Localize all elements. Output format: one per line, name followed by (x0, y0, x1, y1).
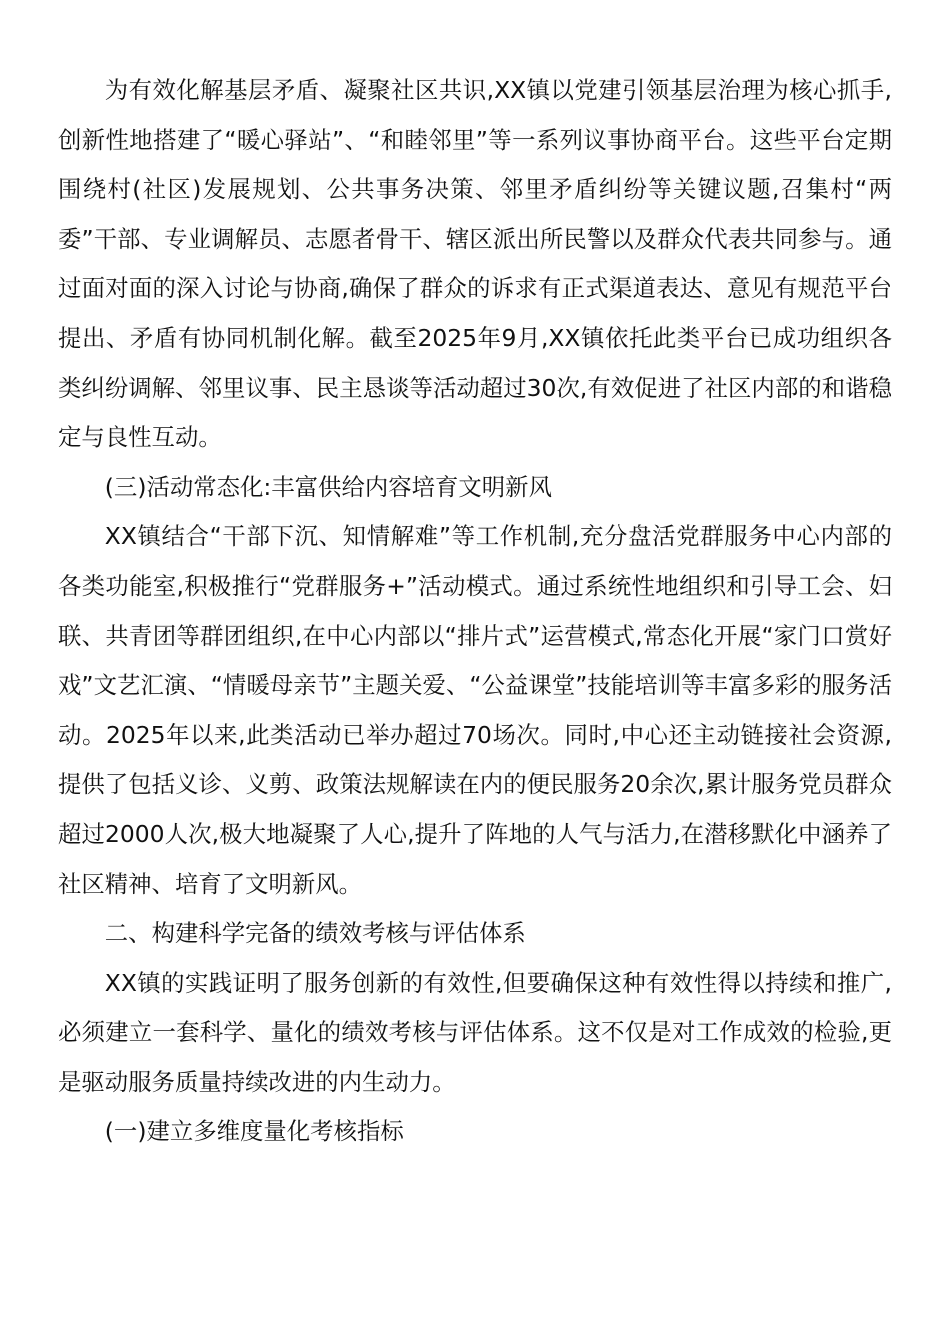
section-heading-performance-evaluation: 二、构建科学完备的绩效考核与评估体系 (104, 919, 526, 948)
paragraph-evaluation-system: XX镇的实践证明了服务创新的有效性,但要确保这种有效性得以持续和推广,必须建立一套科学、量化的绩效考核与评估体系。这不仅是对工作成效的检验,更是驱动服务质量持续改进的内生动力。 (58, 968, 892, 1096)
paragraph-mediation-platforms: 为有效化解基层矛盾、凝聚社区共识,XX镇以党建引领基层治理为核心抓手,创新性地搭建了“暖心驿站”、“和睦邻里”等一系列议事协商平台。这些平台定期围绕村(社区)发展规划、公共事务决策、邻里矛盾纠纷等关键议题,召集村“两委”干部、专业调解员、志愿者骨干、辖区派出所民警以及群众代表共同参与。通过面对面的深入讨论与协商,确保了群众的诉求有正式渠道表达、意见有规范平台提出、矛盾有协同机制化解。截至2025年9月,XX镇依托此类平台已成功组织各类纠纷调解、邻里议事、民主恳谈等活动超过30次,有效促进了社区内部的和谐稳定与良性互动。 (58, 76, 892, 452)
paragraph-party-service-activities: XX镇结合“干部下沉、知情解难”等工作机制,充分盘活党群服务中心内部的各类功能室,积极推行“党群服务+”活动模式。通过系统性地组织和引导工会、妇联、共青团等群团组织,在中心内部以“排片式”运营模式,常态化开展“家门口赏好戏”文艺汇演、“情暖母亲节”主题关爱、“公益课堂”技能培训等丰富多彩的服务活动。2025年以来,此类活动已举办超过70场次。同时,中心还主动链接社会资源,提供了包括义诊、义剪、政策法规解读在内的便民服务20余次,累计服务党员群众超过2000人次,极大地凝聚了人心,提升了阵地的人气与活力,在潜移默化中涵养了社区精神、培育了文明新风。 (58, 522, 892, 898)
document-body (58, 66, 892, 1157)
subheading-activities-normalization: (三)活动常态化:丰富供给内容培育文明新风 (104, 472, 552, 501)
subheading-quantified-indicators: (一)建立多维度量化考核指标 (104, 1117, 404, 1146)
